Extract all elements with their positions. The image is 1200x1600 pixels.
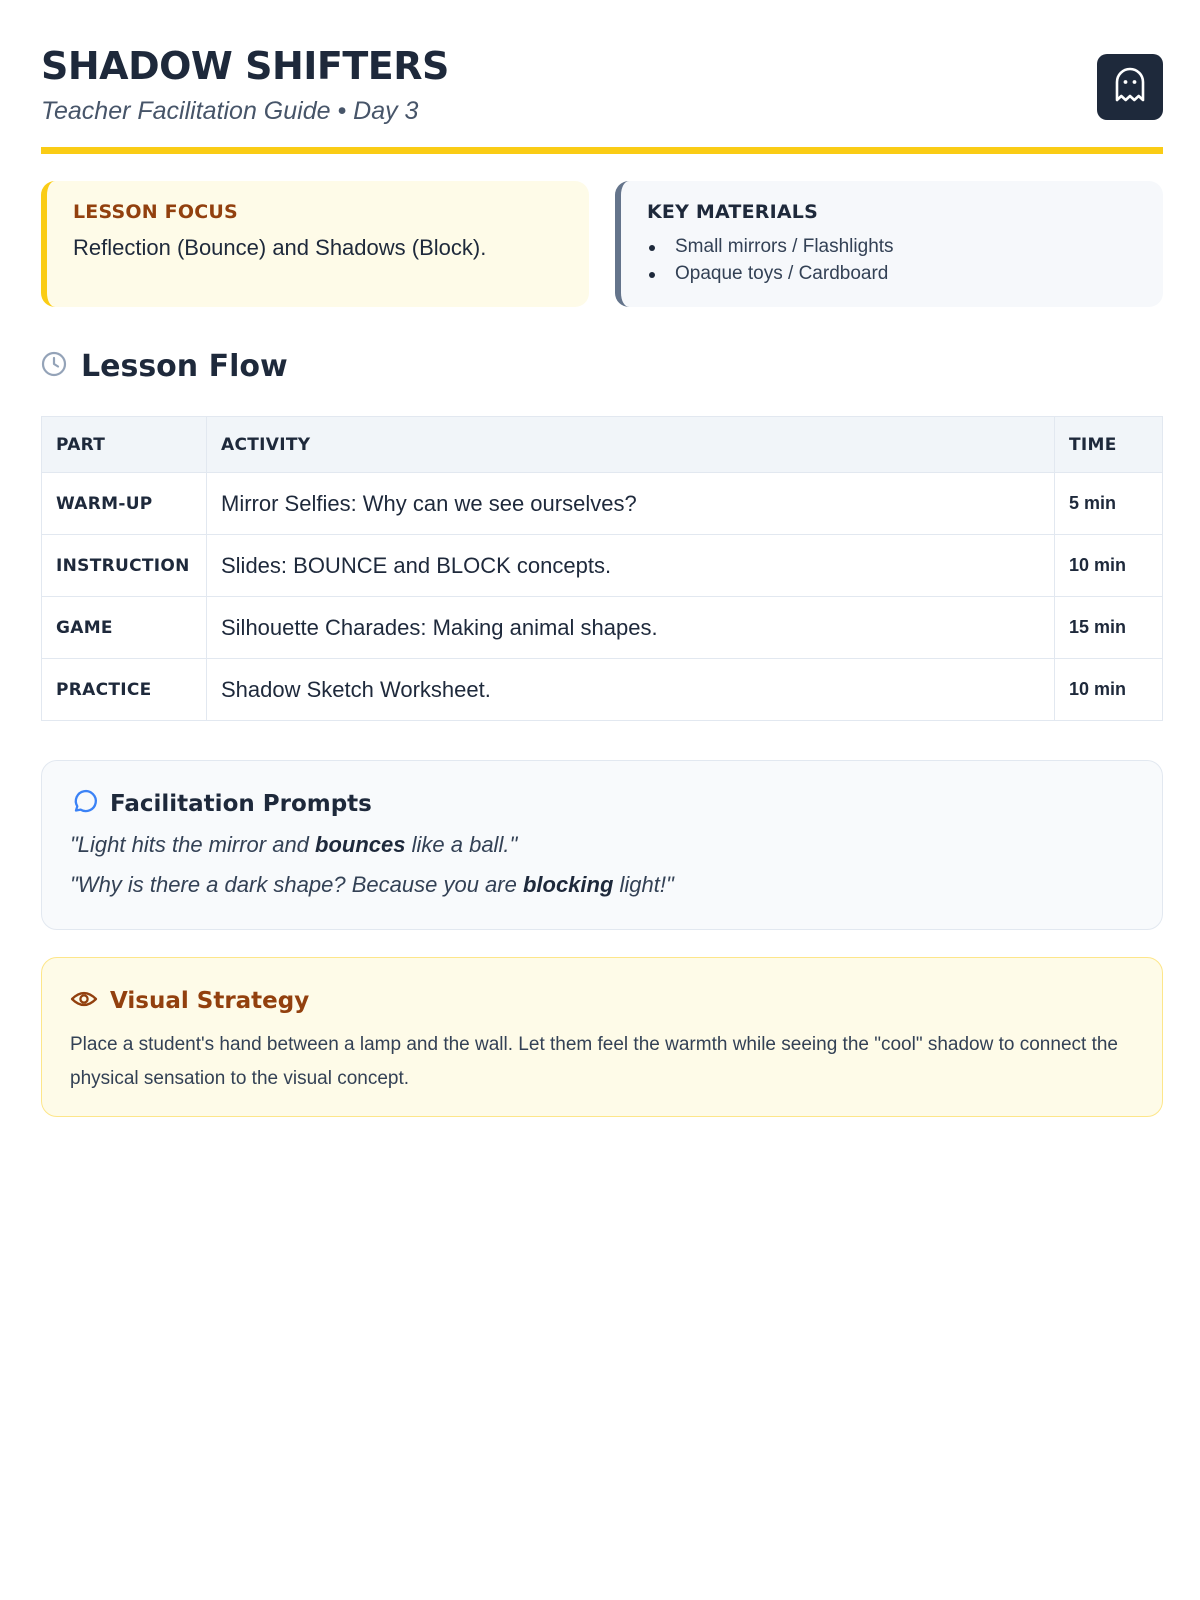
materials-list [647, 233, 1141, 287]
list-item: Opaque toys / Cardboard [647, 260, 1141, 287]
visual-strategy-heading [70, 986, 1134, 1016]
activity-cell: Silhouette Charades: Making animal shapes. [207, 597, 1055, 659]
lesson-focus-label: LESSON FOCUS [73, 201, 238, 223]
activity-cell: Shadow Sketch Worksheet. [207, 659, 1055, 721]
part-cell: INSTRUCTION [42, 535, 207, 597]
column-header-part: PART [42, 417, 207, 473]
part-cell: WARM-UP [42, 473, 207, 535]
visual-strategy-title: Visual Strategy [110, 988, 310, 1014]
key-materials-card [615, 181, 1163, 307]
table-row [42, 473, 1163, 535]
facilitation-prompts-title: Facilitation Prompts [110, 791, 372, 817]
guide-page [41, 40, 1163, 1089]
prompt-line: "Why is there a dark shape? Because you are blocking light!" [70, 872, 674, 897]
lesson-flow-table [41, 416, 1163, 721]
activity-cell: Slides: BOUNCE and BLOCK concepts. [207, 535, 1055, 597]
prompt-line: "Light hits the mirror and bounces like a ball." [70, 832, 518, 857]
lesson-flow-heading [41, 346, 288, 386]
page-header [41, 40, 1163, 154]
table-header-row [42, 417, 1163, 473]
page-title: SHADOW SHIFTERS [41, 44, 449, 88]
visual-strategy-text: Place a student's hand between a lamp and the wall. Let them feel the warmth while seeing the "cool" shadow to connect the physical sensation to the visual concept. [70, 1034, 1118, 1089]
time-cell: 15 min [1055, 597, 1163, 659]
list-item: Small mirrors / Flashlights [647, 233, 1141, 260]
time-cell: 10 min [1055, 535, 1163, 597]
facilitation-prompts-heading [70, 789, 1134, 819]
facilitation-prompts-box [41, 760, 1163, 930]
eye-icon [70, 988, 98, 1015]
speech-bubble-icon [70, 788, 98, 821]
lesson-flow-title: Lesson Flow [81, 348, 288, 384]
logo-badge [1097, 54, 1163, 120]
table-row [42, 597, 1163, 659]
lesson-focus-card [41, 181, 589, 307]
ghost-icon [1113, 67, 1147, 108]
visual-strategy-box [41, 957, 1163, 1117]
key-materials-label: KEY MATERIALS [647, 201, 818, 223]
part-cell: GAME [42, 597, 207, 659]
time-cell: 5 min [1055, 473, 1163, 535]
summary-cards [41, 181, 1163, 307]
activity-cell: Mirror Selfies: Why can we see ourselves? [207, 473, 1055, 535]
page-subtitle: Teacher Facilitation Guide • Day 3 [41, 97, 419, 125]
part-cell: PRACTICE [42, 659, 207, 721]
emphasis-word: bounces [315, 832, 406, 857]
column-header-time: TIME [1055, 417, 1163, 473]
emphasis-word: blocking [522, 872, 614, 897]
table-row [42, 659, 1163, 721]
lesson-focus-text: Reflection (Bounce) and Shadows (Block). [73, 235, 487, 260]
table-row [42, 535, 1163, 597]
clock-icon [41, 351, 67, 382]
column-header-activity: ACTIVITY [207, 417, 1055, 473]
time-cell: 10 min [1055, 659, 1163, 721]
